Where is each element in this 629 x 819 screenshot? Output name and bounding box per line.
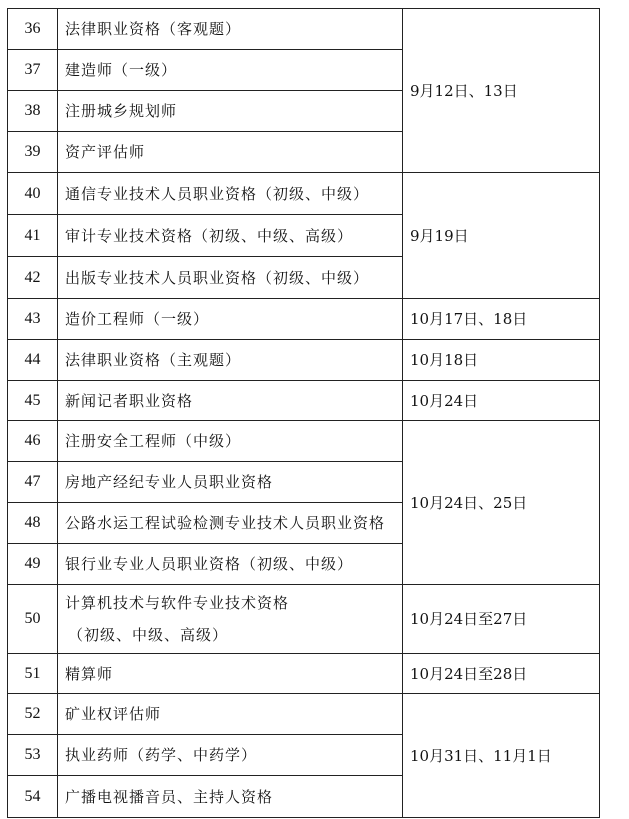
- exam-name: 造价工程师（一级）: [58, 299, 403, 340]
- row-number: 52: [8, 694, 58, 735]
- exam-name: 房地产经纪专业人员职业资格: [58, 462, 403, 503]
- exam-date: 10月24日: [403, 381, 600, 421]
- table-row: [8, 694, 600, 735]
- exam-name: 建造师（一级）: [58, 50, 403, 91]
- table-row: [8, 299, 600, 340]
- exam-name-line-2: （初级、中级、高级）: [68, 626, 229, 644]
- row-number: 46: [8, 421, 58, 462]
- exam-name: 出版专业技术人员职业资格（初级、中级）: [58, 257, 403, 299]
- exam-date: 10月31日、11月1日: [403, 694, 600, 818]
- exam-name: 矿业权评估师: [58, 694, 403, 735]
- exam-name-line-1: 计算机技术与软件专业技术资格: [65, 594, 290, 612]
- exam-date: 10月18日: [403, 340, 600, 381]
- exam-name: 通信专业技术人员职业资格（初级、中级）: [58, 173, 403, 215]
- row-number: 49: [8, 544, 58, 585]
- row-number: 44: [8, 340, 58, 381]
- row-number: 42: [8, 257, 58, 299]
- row-number: 54: [8, 776, 58, 818]
- row-number: 38: [8, 91, 58, 132]
- table-row: [8, 173, 600, 215]
- row-number: 47: [8, 462, 58, 503]
- exam-name: 公路水运工程试验检测专业技术人员职业资格: [58, 503, 403, 544]
- exam-name: 银行业专业人员职业资格（初级、中级）: [58, 544, 403, 585]
- table-row: [8, 585, 600, 654]
- exam-name: 精算师: [58, 654, 403, 694]
- row-number: 37: [8, 50, 58, 91]
- table-row: [8, 381, 600, 421]
- row-number: 48: [8, 503, 58, 544]
- table-row: [8, 340, 600, 381]
- row-number: 39: [8, 132, 58, 173]
- row-number: 36: [8, 9, 58, 50]
- row-number: 40: [8, 173, 58, 215]
- exam-name: 法律职业资格（主观题）: [58, 340, 403, 381]
- exam-date: 10月17日、18日: [403, 299, 600, 340]
- exam-name: [58, 585, 403, 654]
- exam-name: 执业药师（药学、中药学）: [58, 735, 403, 776]
- table-row: [8, 9, 600, 50]
- row-number: 50: [8, 585, 58, 654]
- exam-date: 9月12日、13日: [403, 9, 600, 173]
- exam-name: 注册安全工程师（中级）: [58, 421, 403, 462]
- row-number: 41: [8, 215, 58, 257]
- table-row: [8, 421, 600, 462]
- table-row: [8, 654, 600, 694]
- exam-schedule-table: [7, 8, 600, 818]
- row-number: 53: [8, 735, 58, 776]
- exam-name: 注册城乡规划师: [58, 91, 403, 132]
- exam-date: 9月19日: [403, 173, 600, 299]
- exam-date: 10月24日、25日: [403, 421, 600, 585]
- exam-name: 法律职业资格（客观题）: [58, 9, 403, 50]
- exam-schedule-body: [8, 9, 600, 818]
- exam-name: 广播电视播音员、主持人资格: [58, 776, 403, 818]
- exam-name: 新闻记者职业资格: [58, 381, 403, 421]
- exam-name: 资产评估师: [58, 132, 403, 173]
- row-number: 51: [8, 654, 58, 694]
- exam-name: 审计专业技术资格（初级、中级、高级）: [58, 215, 403, 257]
- exam-date: 10月24日至28日: [403, 654, 600, 694]
- row-number: 43: [8, 299, 58, 340]
- row-number: 45: [8, 381, 58, 421]
- exam-date: 10月24日至27日: [403, 585, 600, 654]
